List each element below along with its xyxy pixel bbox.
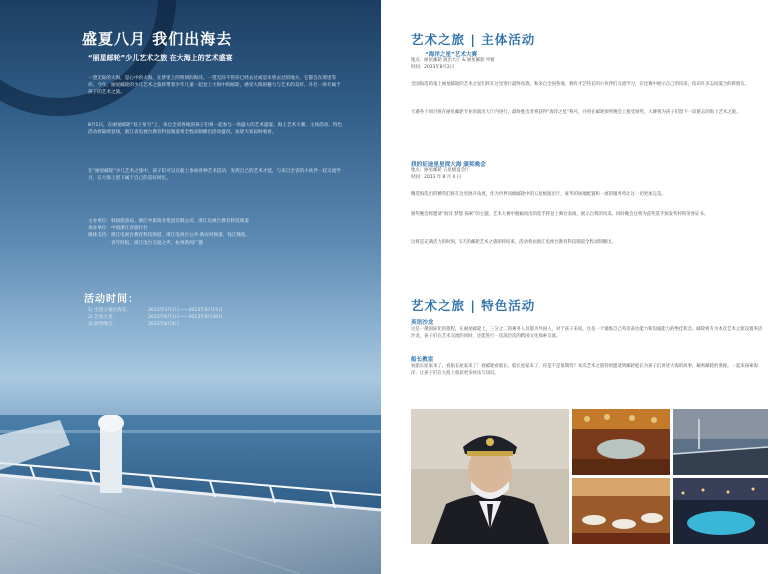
second-paragraph: 8月1日，在丽星邮轮“双子星号”上，来自全省各地的孩子们将一起参与一场盛大的艺术盛宴。海上艺术大赛、主体活动、特色活动将陆续登场，浙江省电视台教育科技频道将全程录制播出活动盛况，欢迎大家届时收看。 [88,123,343,135]
page-subtitle: “丽星邮轮”少儿艺术之旅 在大海上的艺术盛宴 [88,54,233,62]
intro-paragraph: 一望无际的大海，是心中的大海，在梦里上的明朗的海洋。一望无际不管你已经去过或是未曾去过的地方，它都会在那里等你。今年，丽星邮轮的少儿艺术之旅将带着少年儿童一起登上大海中的邮轮，感受大海的魅力与艺术的美好，开启一场专属于孩子的艺术之旅。 [88,76,341,95]
ship-stern-sunset-photo [673,409,768,475]
ship-dining-hall-photo [572,409,670,475]
event-art-contest-desc: 大赛各个项目将在丽星邮轮专业的演出大厅内进行，最终胜出者将获得“海洋之星”称号，并将在邮轮颁奖晚会上接受颁奖，大赛将为孩子们留下一段难忘的海上艺术之旅。 [411,110,741,115]
english-salon-desc: 这是一趟国际化的旅程，在丽星邮轮上，三分之二的乘务人员都为外国人，对于孩子来说，这是一个锻炼自己英语表达能力和沟通能力的绝佳机会。邮轮将专为本次艺术之旅设置英语沙龙，孩子们在艺术交流的同时，还能进行一次深层次的跨国文化探索交流。 [411,327,763,339]
event-award-gala-title: 我的征途星星探大海 颁奖晚会 [411,162,486,168]
event-time-row: 1) 全国分赛区海选： 2013年3月1日——2013年6月15日 [88,308,223,313]
third-paragraph: 在“丽星邮轮”少儿艺术之旅中，孩子们可以在船上参加各种艺术活动，发挥自己的艺术才能，与来自全省的小伙伴一起交流学习，在大海上留下属于自己的美好回忆。 [88,169,341,181]
event-art-contest-desc: 全国海选的童上丽星邮轮的艺术之星们将在这里进行最终角逐。和来自全国各地、拥有才艺特长的小伙伴们交流学习，在比赛中展示自己的风采，结识许多志同道合的新朋友。 [411,82,750,87]
organizers-list [88,218,348,247]
organizer-line: 青年时报、浙江电台交通之声、杭州新闻广播 [88,240,203,246]
page-title: 盛夏八月 我们出海去 [82,30,233,48]
event-art-contest-title: “海洋之星”艺术大赛 [425,52,478,58]
event-award-gala-time: 时间：2013 年 8 月 4 日 [411,175,462,180]
event-award-gala-desc: 精选海选出的精英们将在这里展开角逐，作为世界顶级邮轮中的五星级演出厅，豪华的场地配置和一流的服务将让这一切更加完美。 [411,192,666,197]
event-art-contest-time: 时间：2013年8月2日 [411,65,455,70]
organizer-line: 承办单位：中国浙江省旅行社 [88,226,148,232]
feature-activities-title: 艺术之旅 | 特色活动 [411,298,536,313]
event-award-gala-place: 地点：丽星邮轮 五星级宴会厅 [411,168,470,173]
english-salon-title: 英语沙龙 [411,320,434,326]
event-award-gala-desc: 这将是充满活力的时刻，5天的邮轮艺术之旅即将结束，活动将由浙江电视台教育科技频道全程录制播出。 [411,240,616,245]
captain-class-title: 船长教室 [411,357,434,363]
event-times-list [88,307,318,328]
event-time-row: 2) 艺术之星： 2013年6月1日——2013年6月30日 [88,315,223,320]
event-time-row: 3) 颁奖晚会： 2013年8月4日 [88,322,180,327]
ship-restaurant-photo [572,478,670,544]
event-art-contest-place: 地点：丽星邮轮 演出大厅 & 丽星邮轮 甲板 [411,58,495,63]
left-page [0,0,381,574]
right-page [381,0,783,574]
organizer-line: 主办单位：韩国旅游局、浙江中旅商业集团有限公司、浙江电视台教育科技频道 [88,219,249,224]
organizer-line: 媒体支持：浙江电视台教育科技频道、浙江电视台公共·新农村频道、钱江晚报、 [88,233,251,239]
event-times-title: 活动时间： [84,294,139,305]
ship-deck-sea-photo [0,415,381,574]
main-activities-title: 艺术之旅 | 主体活动 [411,32,536,47]
captain-portrait-photo [411,409,569,544]
photo-collage [411,409,768,544]
ship-pool-night-photo [673,478,768,544]
event-award-gala-desc: 颁奖晚会将邀请“海洋 梦想 探索”的主题，艺术大赛中脱颖而出的选手将登上舞台表演，展示自我的风采。同时晚会还将为获奖选手颁发奖杯和荣誉证书。 [411,212,709,217]
captain-class-desc: 看船长屋家来了，看船长屋家来了！看邮轮看船长，船长屋家来了，你是不是很期待？本次艺术之旅特别邀请到邮轮船长为孩子们讲述大海的故事，解密邮轮的奥秘。一起来探索海洋，让孩子们在大海上收获更多快乐与知识。 [411,364,758,376]
